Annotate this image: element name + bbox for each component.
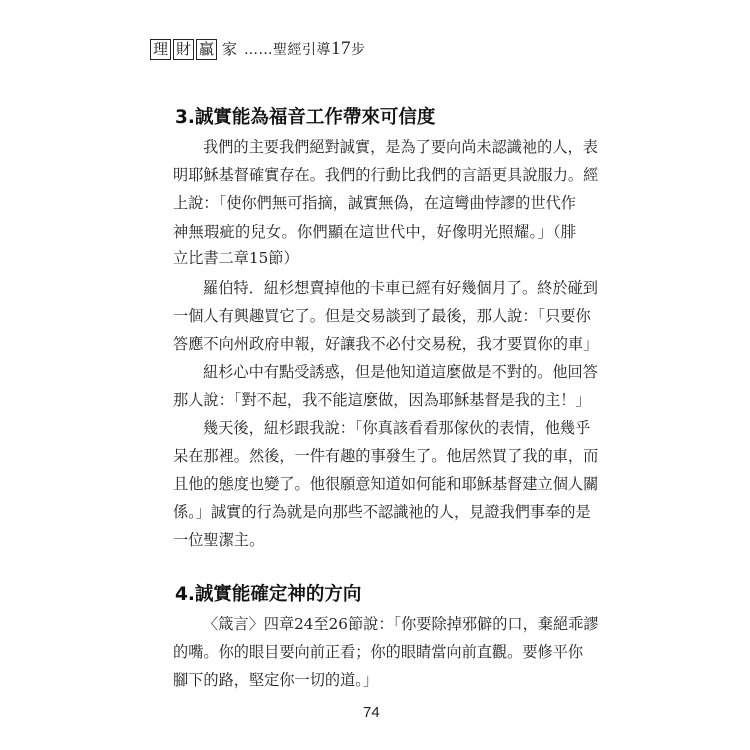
section-3-heading: 3.誠實能為福音工作帶來可信度	[175, 107, 436, 128]
body-line: 神無瑕疵的兒女。你們顯在這世代中，好像明光照耀。」（腓	[173, 223, 576, 241]
body-line: 且他的態度也變了。他很願意知道如何能和耶穌基督建立個人關	[173, 475, 599, 493]
body-line: 紐杉心中有點受誘惑，但是他知道這麼做是不對的。他回答	[203, 363, 598, 381]
header-subtitle-prefix: ……聖經引導	[244, 42, 331, 58]
section-4-heading: 4.誠實能確定神的方向	[175, 584, 362, 605]
body-line: 腳下的路，堅定你一切的道。」	[173, 671, 379, 689]
body-line: 上說：「使你們無可指摘，誠實無偽，在這彎曲悖謬的世代作	[173, 194, 576, 212]
header-subtitle	[244, 38, 366, 60]
header-char-2: 財	[173, 39, 194, 60]
body-line: 幾天後，紐杉跟我說：「你真該看看那傢伙的表情，他幾乎	[203, 419, 591, 437]
body-line: 〈箴言〉四章24至26節說：「你要除掉邪僻的口，棄絕乖謬	[203, 615, 599, 633]
body-line: 答應不向州政府申報，好讓我不必付交易稅，我才要買你的車」	[173, 335, 599, 353]
header-char-3: 贏	[196, 39, 217, 60]
page-number: 74	[363, 704, 380, 721]
body-line: 的嘴。你的眼目要向前正看；你的眼睛當向前直觀。要修平你	[173, 643, 584, 661]
body-line: 明耶穌基督確實存在。我們的行動比我們的言語更具說服力。經	[173, 166, 599, 184]
body-line: 係。」誠實的行為就是向那些不認識祂的人，見證我們事奉的是	[173, 503, 591, 521]
body-line: 一個人有興趣買它了。但是交易談到了最後，那人說：「只要你	[173, 307, 591, 325]
header-subtitle-suffix: 步	[351, 42, 366, 58]
body-line: 呆在那裡。然後，一件有趣的事發生了。他居然買了我的車，而	[173, 447, 599, 465]
header-char-1: 理	[150, 39, 171, 60]
header-char-4: 家	[221, 39, 237, 58]
body-line: 羅伯特．紐杉想賣掉他的卡車已經有好幾個月了。終於碰到	[203, 279, 598, 297]
body-line: 我們的主要我們絕對誠實，是為了要向尚未認識祂的人，表	[203, 138, 598, 156]
running-header	[150, 38, 366, 60]
header-subtitle-number: 17	[331, 38, 351, 59]
body-line: 那人說：「對不起，我不能這麼做，因為耶穌基督是我的主！」	[173, 391, 591, 409]
body-line: 一位聖潔主。	[173, 531, 265, 549]
body-line: 立比書二章15節）	[173, 249, 299, 267]
